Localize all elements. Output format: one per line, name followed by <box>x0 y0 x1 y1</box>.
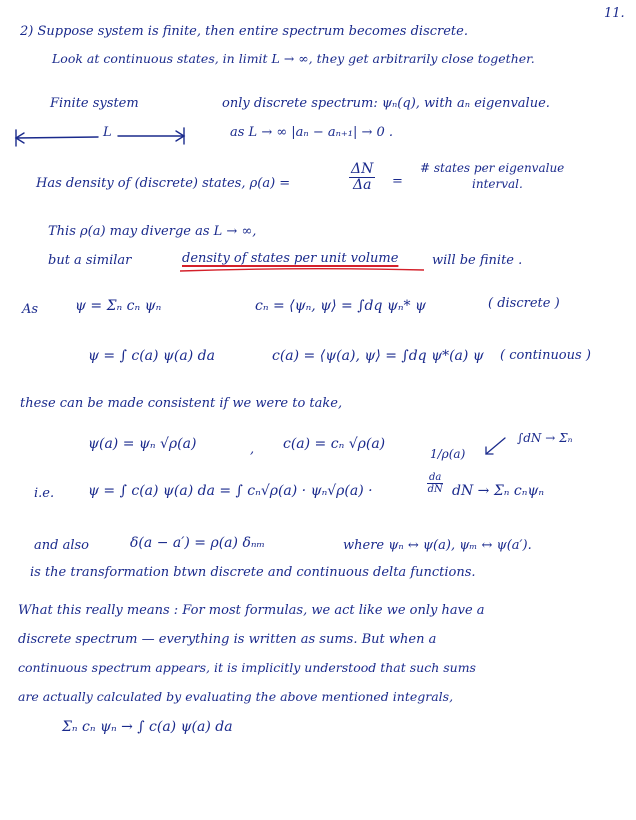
eq-ie-fraction: $\frac{da}{dN}$ <box>427 472 443 495</box>
line-look-at: Look at continuous states, in limit L → ∞, they get arbitrarily close together. <box>52 51 535 66</box>
and-also-label: and also <box>34 538 89 553</box>
eq-psi-int: ψ = ∫ c(a) ψ(a) da <box>88 348 215 364</box>
eq-psi-a: ψ(a) = ψₙ √ρ(a) <box>88 436 197 452</box>
these-can-line: these can be made consistent if we were to take, <box>20 396 343 411</box>
density-fraction: $\frac{\Delta N}{\Delta a}$ <box>351 161 374 193</box>
transformation-line: is the transformation btwn discrete and continuous delta functions. <box>30 565 476 580</box>
density-line: Has density of (discrete) states, ρ(a) = <box>36 176 291 191</box>
sum-note: ∫dN → Σₙ <box>517 431 573 445</box>
as-limit-line: as L → ∞ |aₙ − aₙ₊₁| → 0 . <box>230 125 394 140</box>
eq-psi-sum: ψ = Σₙ cₙ ψₙ <box>75 298 162 314</box>
final-correspondence: Σₙ cₙ ψₙ → ∫ c(a) ψ(a) da <box>62 719 233 735</box>
but-similar-text: but a similar <box>48 253 132 268</box>
length-arrow <box>16 128 184 146</box>
continuous-tag: ( continuous ) <box>500 348 591 363</box>
red-underline-stroke <box>180 269 424 271</box>
eq-comma: , <box>250 442 255 457</box>
as-label: As <box>22 302 39 317</box>
where-line: where ψₙ ↔ ψ(a), ψₘ ↔ ψ(a′). <box>343 538 532 553</box>
length-label: L <box>103 125 112 140</box>
only-discrete-line: only discrete spectrum: ψₙ(q), with aₙ eigenvalue. <box>222 96 550 111</box>
this-rho-line: This ρ(a) may diverge as L → ∞, <box>48 224 257 239</box>
paragraph-line-2: discrete spectrum — everything is written as sums. But when a <box>18 632 437 647</box>
eq-ie-end: dN → Σₙ cₙψₙ <box>452 483 545 499</box>
discrete-tag: ( discrete ) <box>488 296 560 311</box>
line-suppose: 2) Suppose system is finite, then entire spectrum becomes discrete. <box>20 24 468 39</box>
states-per-note: # states per eigenvalue interval. <box>420 161 565 191</box>
eq-ie: ψ = ∫ c(a) ψ(a) da = ∫ cₙ√ρ(a) · ψₙ√ρ(a) · <box>88 483 373 499</box>
paragraph-line-4: are actually calculated by evaluating the above mentioned integrals, <box>18 689 454 704</box>
eq-cn: cₙ = ⟨ψₙ, ψ⟩ = ∫dq ψₙ* ψ <box>255 298 426 314</box>
paragraph-line-1: What this really means : For most formulas, we act like we only have a <box>18 603 485 618</box>
inverse-rho-note: 1/ρ(a) <box>430 447 466 461</box>
note-arrow <box>486 438 505 454</box>
page-number: 11. <box>604 6 625 21</box>
will-be-finite-text: will be finite . <box>432 253 523 268</box>
eq-ca-cn: c(a) = cₙ √ρ(a) <box>283 436 386 452</box>
density-equals: = <box>392 174 403 189</box>
density-per-unit-volume: density of states per unit volume <box>182 251 399 266</box>
eq-ca: c(a) = ⟨ψ(a), ψ⟩ = ∫dq ψ*(a) ψ <box>272 348 484 364</box>
paragraph-line-3: continuous spectrum appears, it is implicitly understood that such sums <box>18 660 476 675</box>
eq-delta: δ(a − a′) = ρ(a) δₙₘ <box>130 535 266 551</box>
ie-label: i.e. <box>34 486 55 501</box>
finite-system-label: Finite system <box>50 96 139 111</box>
